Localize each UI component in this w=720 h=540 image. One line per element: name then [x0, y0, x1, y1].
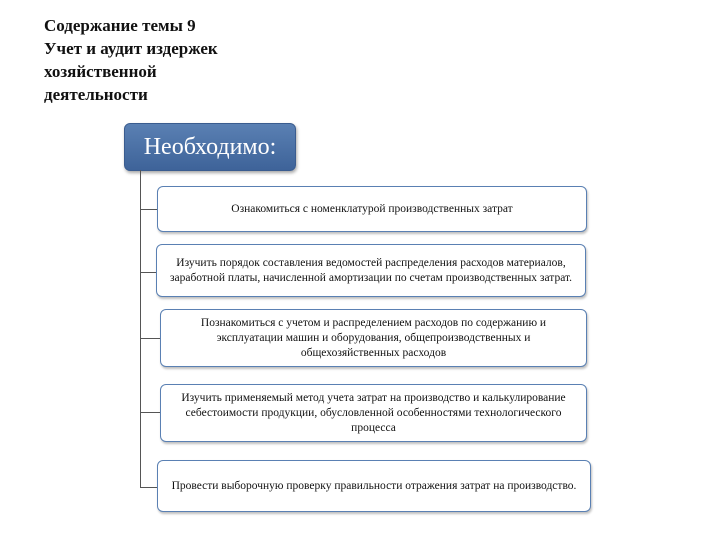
connector-trunk [140, 170, 141, 488]
slide-title [44, 14, 324, 106]
item-box-4: Изучить применяемый метод учета затрат на производство и калькулирование себестоимости продукции, обусловленной особенностями технологического процесса [160, 384, 587, 442]
item-box-1: Ознакомиться с номенклатурой производственных затрат [157, 186, 587, 232]
item-box-2: Изучить порядок составления ведомостей распределения расходов материалов, заработной платы, начисленной амортизации по счетам производственных затрат. [156, 244, 586, 297]
diagram-header-box: Необходимо: [124, 123, 296, 171]
connector-branch-1 [140, 209, 157, 210]
title-line-3: хозяйственной [44, 62, 157, 81]
item-box-3: Познакомиться с учетом и распределением расходов по содержанию и эксплуатации машин и оборудования, общепроизводственных и общехозяйственных расходов [160, 309, 587, 367]
item-box-5: Провести выборочную проверку правильности отражения затрат на производство. [157, 460, 591, 512]
connector-branch-2 [140, 272, 156, 273]
title-line-1: Содержание темы 9 [44, 16, 196, 35]
title-line-2: Учет и аудит издержек [44, 39, 218, 58]
connector-branch-4 [140, 412, 160, 413]
connector-branch-5 [140, 487, 157, 488]
title-line-4: деятельности [44, 85, 148, 104]
connector-branch-3 [140, 338, 160, 339]
